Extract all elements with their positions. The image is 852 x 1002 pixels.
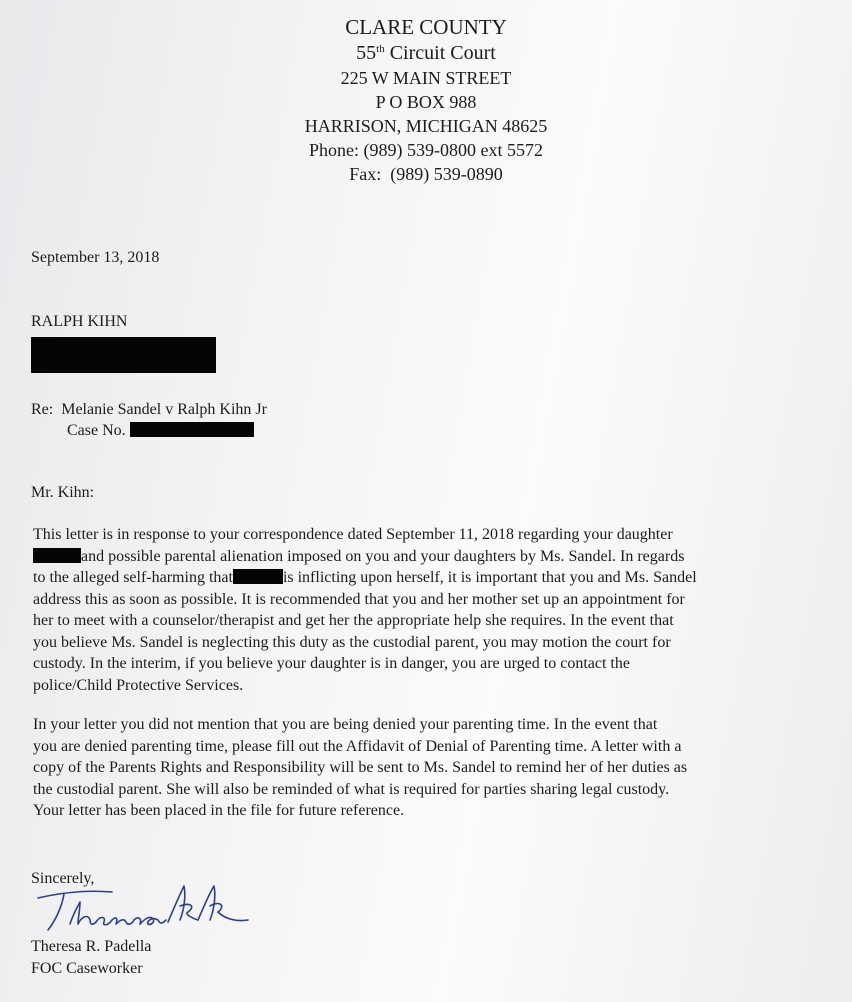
paragraph-line: you are denied parenting time, please fill out the Affidavit of Denial of Parenting time. A letter with a (33, 737, 682, 755)
redacted-address (31, 337, 216, 373)
fax-number: Fax: (989) 539-0890 (349, 164, 503, 184)
redacted-name (33, 548, 81, 563)
case-number-label: Case No. (67, 422, 126, 439)
handwritten-signature (34, 876, 254, 938)
case-title: Melanie Sandel v Ralph Kihn Jr (61, 401, 267, 418)
city-state-zip: HARRISON, MICHIGAN 48625 (304, 116, 548, 136)
county-name: CLARE COUNTY (345, 15, 507, 39)
street-address: 225 W MAIN STREET (340, 68, 512, 88)
salutation: Mr. Kihn: (31, 484, 95, 501)
closing: Sincerely, (31, 870, 95, 887)
paragraph-line: copy of the Parents Rights and Responsibility will be sent to Ms. Sandel to remind her of her duties as (33, 759, 688, 776)
re-label: Re: (31, 401, 54, 418)
court-name: 55th Circuit Court (356, 42, 496, 64)
paragraph-line: In your letter you did not mention that you are being denied your parenting time. In the event that (33, 716, 658, 733)
paragraph-line: custody. In the interim, if you believe your daughter is in danger, you are urged to contact the (33, 655, 630, 672)
phone-number: Phone: (989) 539-0800 ext 5572 (309, 140, 543, 160)
paragraph-line: you believe Ms. Sandel is neglecting this duty as the custodial parent, you may motion the court for (33, 633, 671, 651)
letter-date: September 13, 2018 (31, 249, 160, 266)
paragraph-line: and possible parental alienation imposed on you and your daughters by Ms. Sandel. In regards (33, 546, 833, 568)
paragraph-line: address this as soon as possible. It is recommended that you and her mother set up an appointment for (33, 590, 685, 608)
paragraph-line: her to meet with a counselor/therapist and get her the appropriate help she requires. In the event that (33, 612, 674, 629)
letterhead (226, 14, 626, 186)
body-paragraph-2 (33, 714, 833, 822)
paragraph-line: police/Child Protective Services. (33, 676, 244, 694)
paragraph-line: This letter is in response to your correspondence dated September 11, 2018 regarding your daughter (33, 526, 673, 543)
po-box: P O BOX 988 (375, 92, 477, 112)
paragraph-line: the custodial parent. She will also be reminded of what is required for parties sharing legal custody. (33, 780, 670, 798)
signer-title: FOC Caseworker (31, 960, 143, 977)
paragraph-line: Your letter has been placed in the file for future reference. (33, 802, 405, 819)
paragraph-line: to the alleged self-harming that is inflicting upon herself, it is important that you and Ms. Sandel (33, 569, 697, 586)
redacted-case-number (130, 422, 254, 437)
recipient-name: RALPH KIHN (31, 313, 128, 330)
signer-block (31, 936, 151, 980)
body-paragraph-1 (33, 524, 833, 696)
signer-name: Theresa R. Padella (31, 938, 152, 955)
redacted-name (233, 569, 283, 584)
re-block (31, 399, 267, 441)
